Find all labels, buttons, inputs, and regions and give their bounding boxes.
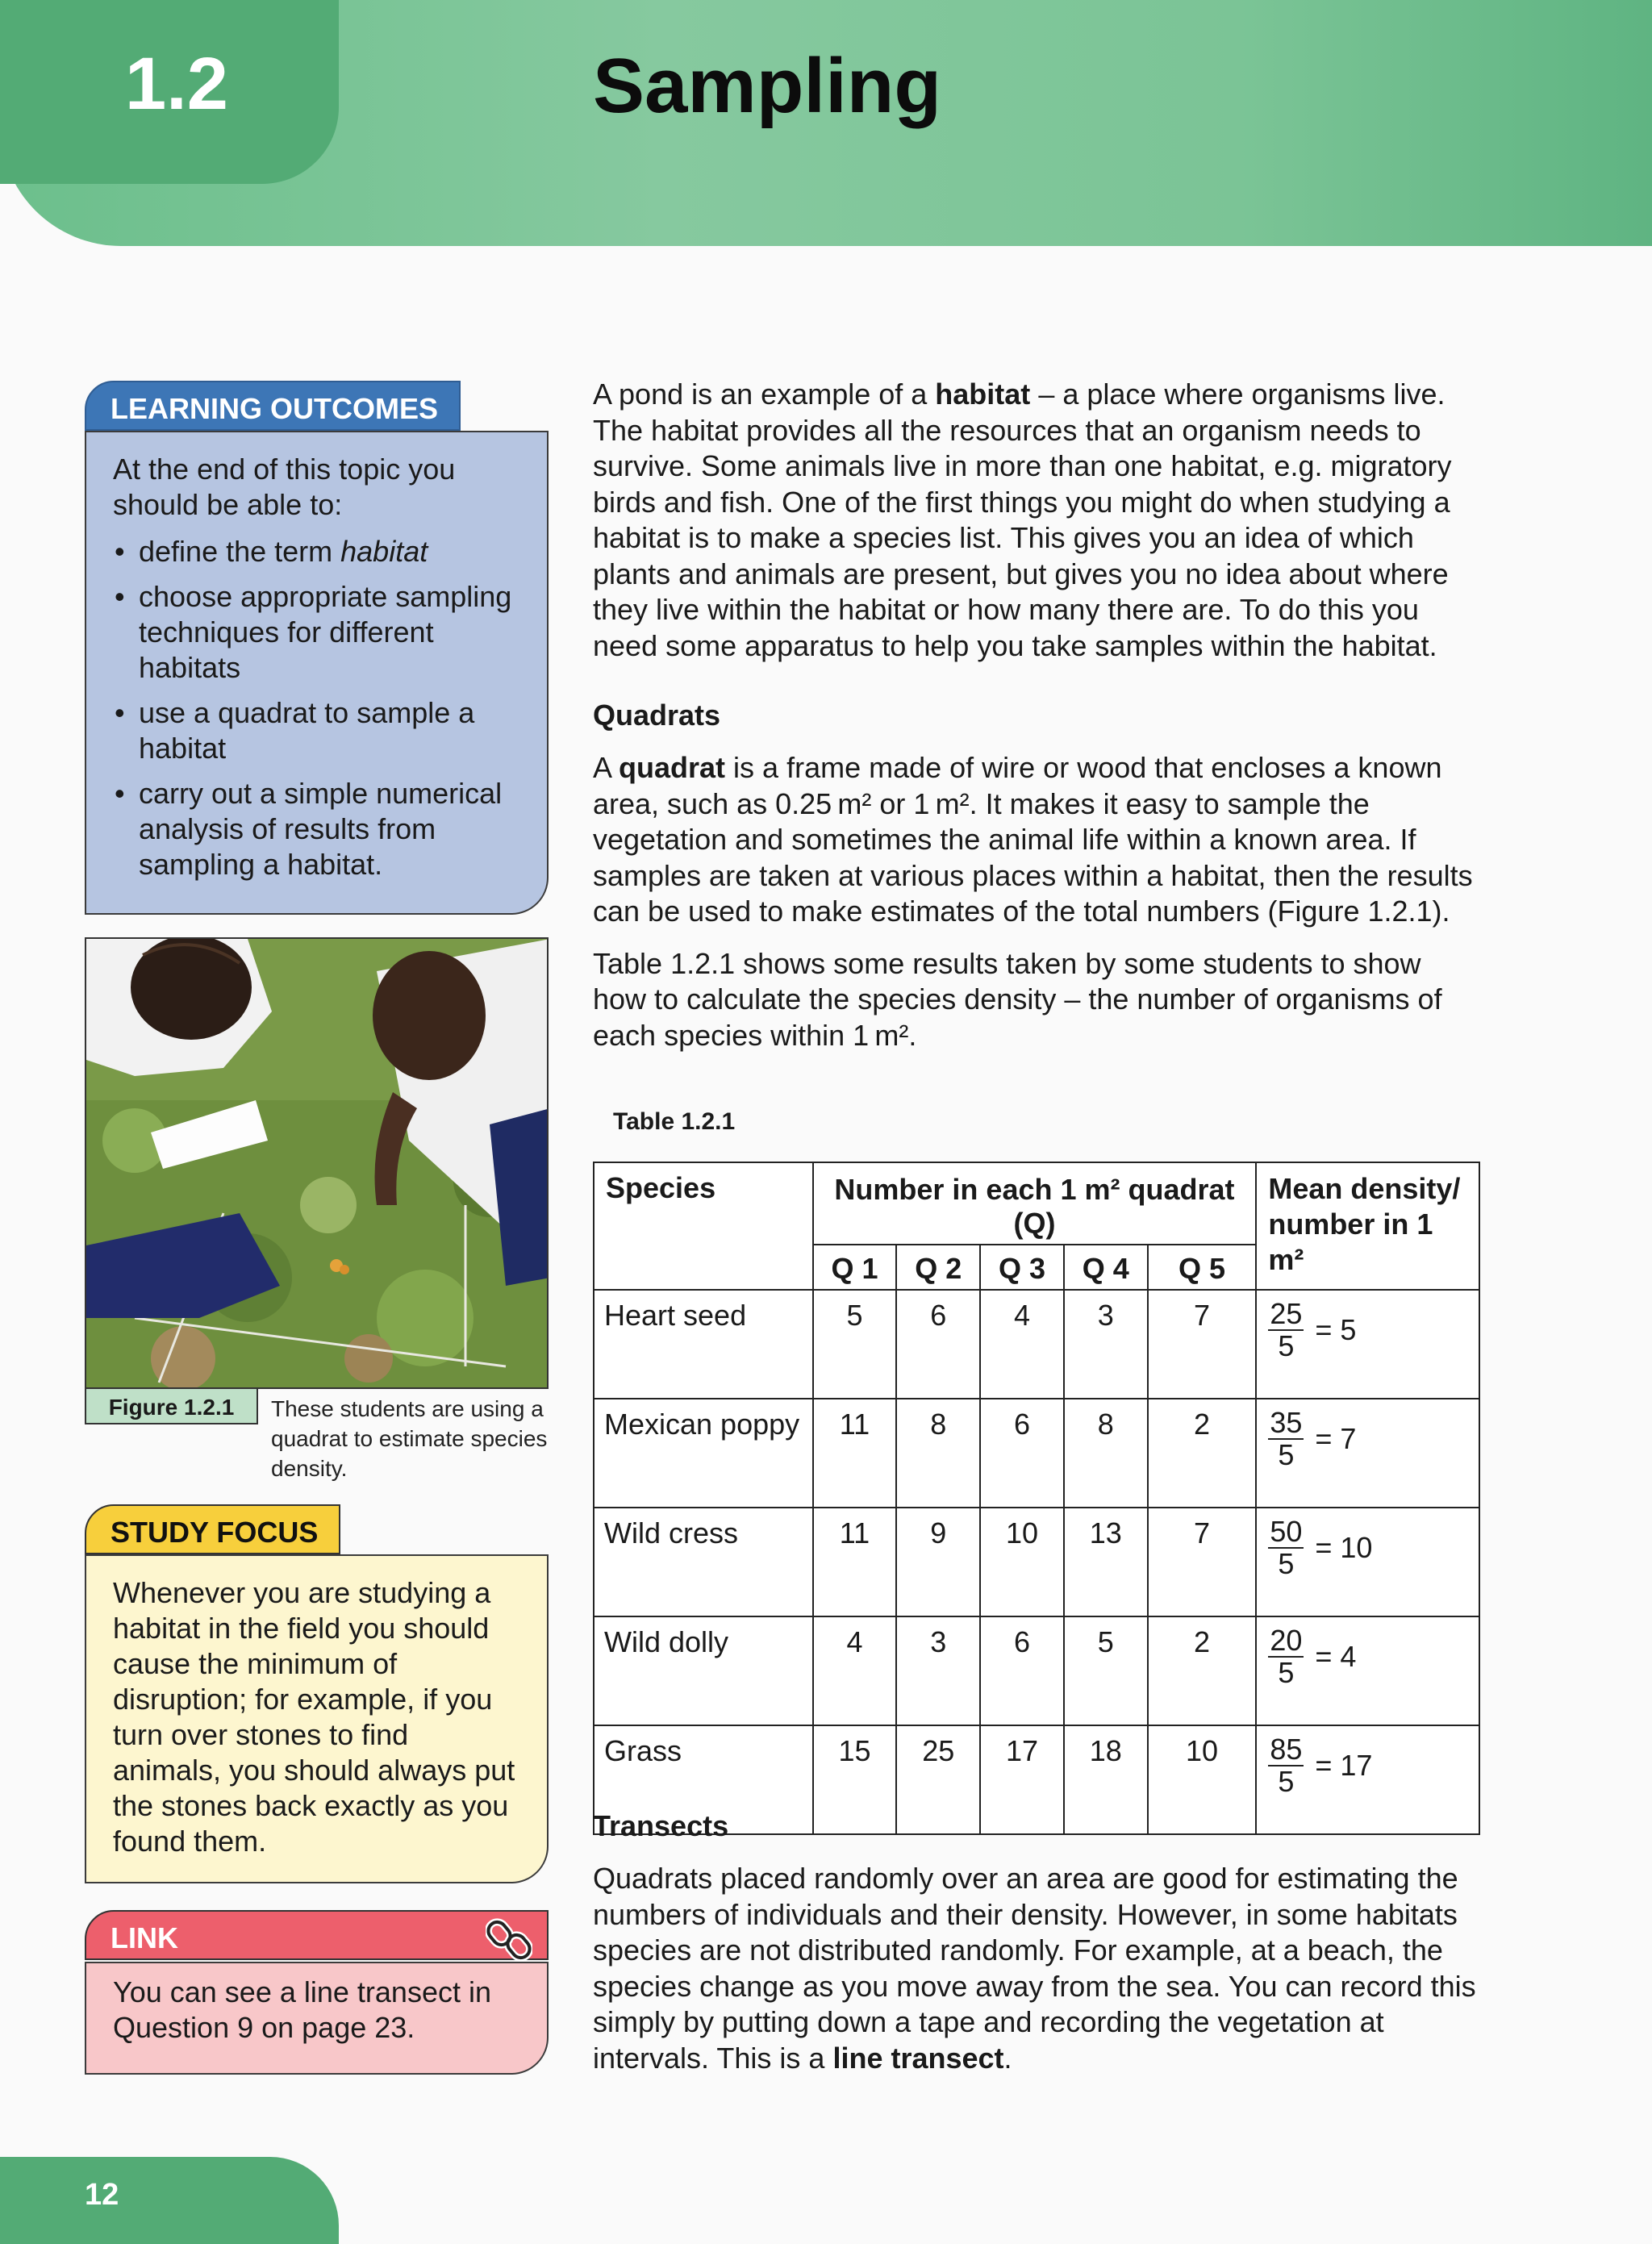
density-result: = 10 xyxy=(1315,1531,1373,1564)
species-cell: Wild cress xyxy=(594,1508,813,1616)
learning-outcomes-intro: At the end of this topic you should be able to: xyxy=(113,453,456,521)
count-cell: 4 xyxy=(813,1616,897,1725)
link-text: You can see a line transect in Question 9 on page 23. xyxy=(113,1975,491,2044)
list-item xyxy=(113,534,524,569)
species-cell: Mexican poppy xyxy=(594,1399,813,1508)
quadrat-text: A xyxy=(593,751,620,784)
count-cell: 9 xyxy=(896,1508,980,1616)
table-intro-paragraph: Table 1.2.1 shows some results taken by some students to show how to calculate the species density – the number of organisms of each species within 1 m². xyxy=(593,946,1442,1052)
quadrat-text-cont: is a frame made of wire or wood that encloses a known area, such as 0.25 m² or 1 m². It makes it easy to sample the vegetation and sometimes the animal life within a known area. If samples are taken at various places within a habitat, then the results can be used to make estimates of the total numbers (Figure 1.2.1). xyxy=(593,751,1473,928)
count-cell: 8 xyxy=(896,1399,980,1508)
transects-paragraph xyxy=(593,1861,1480,2076)
species-cell: Wild dolly xyxy=(594,1616,813,1725)
page-title: Sampling xyxy=(593,43,942,129)
col-header-q5: Q 5 xyxy=(1148,1245,1257,1290)
col-header-q1: Q 1 xyxy=(813,1245,897,1290)
table-row xyxy=(594,1399,1479,1508)
transect-text-end: . xyxy=(1003,2041,1012,2075)
count-cell: 5 xyxy=(1064,1616,1148,1725)
count-cell: 8 xyxy=(1064,1399,1148,1508)
species-cell: Heart seed xyxy=(594,1290,813,1399)
section-number: 1.2 xyxy=(125,43,228,125)
col-header-species: Species xyxy=(594,1162,813,1290)
intro-text: A pond is an example of a xyxy=(593,377,936,411)
density-result: = 4 xyxy=(1315,1640,1357,1673)
count-cell: 4 xyxy=(980,1290,1064,1399)
outcome-text: define the term xyxy=(139,535,341,568)
density-result: = 7 xyxy=(1315,1422,1357,1455)
fraction xyxy=(1268,1734,1304,1797)
count-cell: 25 xyxy=(896,1725,980,1834)
denominator: 5 xyxy=(1278,1547,1295,1580)
table-row xyxy=(594,1616,1479,1725)
study-focus-body xyxy=(85,1554,549,1883)
numerator: 35 xyxy=(1270,1406,1303,1439)
numerator: 25 xyxy=(1270,1297,1303,1330)
mean-density-cell xyxy=(1256,1290,1479,1399)
count-cell: 6 xyxy=(980,1399,1064,1508)
heading-transects: Transects xyxy=(593,1809,729,1842)
col-header-q2: Q 2 xyxy=(896,1245,980,1290)
figure-label: Figure 1.2.1 xyxy=(85,1389,258,1424)
list-item: • choose appropriate sampling techniques for different habitats xyxy=(113,579,524,686)
learning-outcomes-box xyxy=(85,381,549,915)
mean-density-cell xyxy=(1256,1508,1479,1616)
mean-density-cell xyxy=(1256,1616,1479,1725)
species-density-table xyxy=(593,1162,1480,1835)
fraction xyxy=(1268,1299,1304,1362)
learning-outcomes-list xyxy=(113,534,524,882)
link-body xyxy=(85,1962,549,2075)
numerator: 20 xyxy=(1270,1624,1303,1657)
list-item: • use a quadrat to sample a habitat xyxy=(113,695,524,766)
count-cell: 7 xyxy=(1148,1290,1257,1399)
students-quadrat-photo xyxy=(85,937,549,1389)
study-focus-text: Whenever you are studying a habitat in the field you should cause the minimum of disruption; for example, if you turn over stones to find animals, you should always put the stones back exactly as you found them. xyxy=(113,1576,515,1858)
fraction xyxy=(1268,1625,1304,1688)
table-row xyxy=(594,1290,1479,1399)
denominator: 5 xyxy=(1278,1438,1295,1471)
count-cell: 6 xyxy=(896,1290,980,1399)
species-cell: Grass xyxy=(594,1725,813,1834)
count-cell: 17 xyxy=(980,1725,1064,1834)
count-cell: 3 xyxy=(896,1616,980,1725)
count-cell: 6 xyxy=(980,1616,1064,1725)
density-result: = 5 xyxy=(1315,1313,1357,1346)
transect-text: Quadrats placed randomly over an area are good for estimating the numbers of individuals and their density. However, in some habitats species are not distributed randomly. For example, at a beach, the species change as you move away from the sea. You can record this simply by putting down a tape and recording the vegetation at intervals. This is a xyxy=(593,1862,1476,2075)
col-header-mean-density: Mean density/ number in 1 m² xyxy=(1256,1162,1479,1290)
denominator: 5 xyxy=(1278,1765,1295,1798)
count-cell: 10 xyxy=(1148,1725,1257,1834)
count-cell: 2 xyxy=(1148,1399,1257,1508)
mean-density-cell xyxy=(1256,1725,1479,1834)
intro-text-cont: – a place where organisms live. The habitat provides all the resources that an organism needs to survive. Some animals live in more than one habitat, e.g. migratory birds and fish. One of the first things you might do when studying a habitat is to make a species list. This gives you an idea of which plants and animals are present, but gives you no idea about where they live within the habitat or how many there are. To do this you need some apparatus to help you take samples within the habitat. xyxy=(593,377,1452,662)
col-header-q3: Q 3 xyxy=(980,1245,1064,1290)
col-header-quadrats: Number in each 1 m² quadrat (Q) xyxy=(813,1162,1257,1245)
link-tab-label: LINK xyxy=(111,1921,178,1954)
outcome-term: habitat xyxy=(340,535,428,568)
density-result: = 17 xyxy=(1315,1749,1373,1782)
count-cell: 11 xyxy=(813,1508,897,1616)
count-cell: 7 xyxy=(1148,1508,1257,1616)
fraction xyxy=(1268,1408,1304,1470)
term-habitat: habitat xyxy=(935,377,1031,411)
count-cell: 11 xyxy=(813,1399,897,1508)
intro-paragraph xyxy=(593,377,1480,664)
denominator: 5 xyxy=(1278,1329,1295,1362)
table-caption: Table 1.2.1 xyxy=(613,1108,736,1135)
page-number: 12 xyxy=(85,2178,119,2212)
table-row xyxy=(594,1508,1479,1616)
denominator: 5 xyxy=(1278,1656,1295,1689)
chain-link-icon xyxy=(486,1917,532,1963)
count-cell: 10 xyxy=(980,1508,1064,1616)
fraction xyxy=(1268,1516,1304,1579)
learning-outcomes-tab: LEARNING OUTCOMES xyxy=(85,381,461,431)
numerator: 50 xyxy=(1270,1515,1303,1548)
study-focus-box xyxy=(85,1504,549,1883)
count-cell: 3 xyxy=(1064,1290,1148,1399)
col-header-q4: Q 4 xyxy=(1064,1245,1148,1290)
count-cell: 5 xyxy=(813,1290,897,1399)
photo-illustration xyxy=(86,939,549,1389)
quadrats-paragraph xyxy=(593,750,1480,1053)
study-focus-tab: STUDY FOCUS xyxy=(85,1504,340,1554)
count-cell: 15 xyxy=(813,1725,897,1834)
count-cell: 13 xyxy=(1064,1508,1148,1616)
learning-outcomes-body xyxy=(85,431,549,915)
footer-tab xyxy=(0,2157,339,2244)
count-cell: 2 xyxy=(1148,1616,1257,1725)
term-line-transect: line transect xyxy=(832,2041,1004,2075)
link-box xyxy=(85,1910,549,2075)
mean-density-cell xyxy=(1256,1399,1479,1508)
count-cell: 18 xyxy=(1064,1725,1148,1834)
figure-caption: These students are using a quadrat to estimate species density. xyxy=(271,1396,548,1481)
list-item: • carry out a simple numerical analysis of results from sampling a habitat. xyxy=(113,776,524,882)
link-tab xyxy=(85,1910,549,1960)
heading-quadrats: Quadrats xyxy=(593,699,721,732)
term-quadrat: quadrat xyxy=(619,751,726,784)
numerator: 85 xyxy=(1270,1733,1303,1766)
